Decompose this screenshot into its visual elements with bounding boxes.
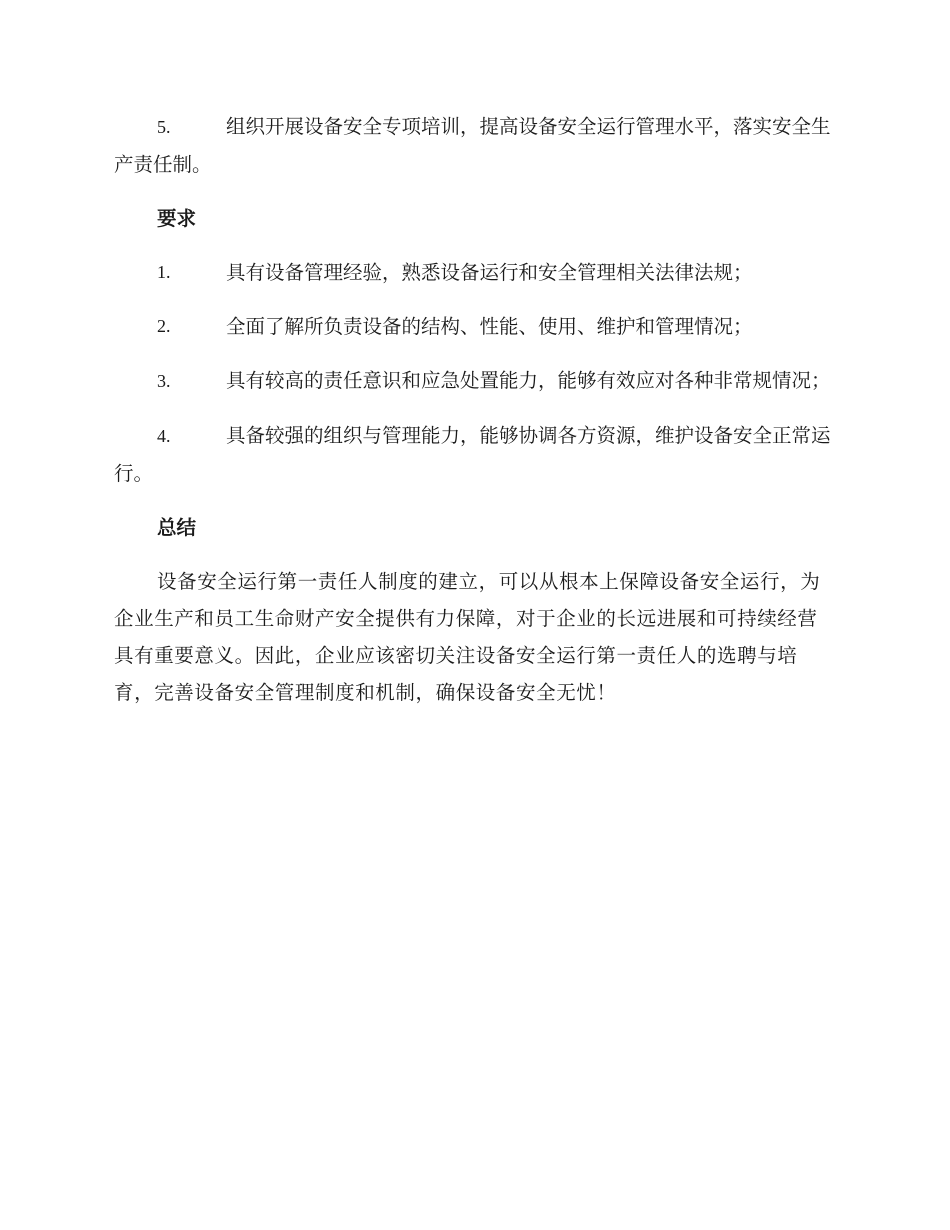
requirement-item-2 <box>114 308 834 345</box>
list-number: 5. <box>157 117 171 137</box>
list-number: 2. <box>157 316 171 336</box>
section-heading-summary: 总结 <box>157 516 197 539</box>
summary-paragraph: 设备安全运行第一责任人制度的建立，可以从根本上保障设备安全运行，为企业生产和员工生命财产安全提供有力保障，对于企业的长远进展和可持续经营具有重要意义。因此，企业应该密切关注设备安全运行第一责任人的选聘与培育，完善设备安全管理制度和机制，确保设备安全无忧！ <box>114 570 821 704</box>
requirement-item-3 <box>114 362 834 400</box>
list-number: 3. <box>157 371 171 391</box>
list-number: 4. <box>157 426 171 446</box>
list-text: 具备较强的组织与管理能力，能够协调各方资源，维护设备安全正常运行。 <box>114 424 831 485</box>
section-heading-requirements: 要求 <box>157 207 197 230</box>
list-text: 组织开展设备安全专项培训，提高设备安全运行管理水平，落实安全生产责任制。 <box>114 115 831 176</box>
list-text: 具有设备管理经验，熟悉设备运行和安全管理相关法律法规； <box>226 261 753 284</box>
requirement-item-4 <box>114 417 834 492</box>
duty-item-5 <box>114 108 834 183</box>
document-body <box>114 108 834 711</box>
requirement-item-1 <box>114 254 834 291</box>
list-number: 1. <box>157 262 171 282</box>
list-text: 具有较高的责任意识和应急处置能力，能够有效应对各种非常规情况； <box>226 369 831 392</box>
list-text: 全面了解所负责设备的结构、性能、使用、维护和管理情况； <box>226 315 753 338</box>
